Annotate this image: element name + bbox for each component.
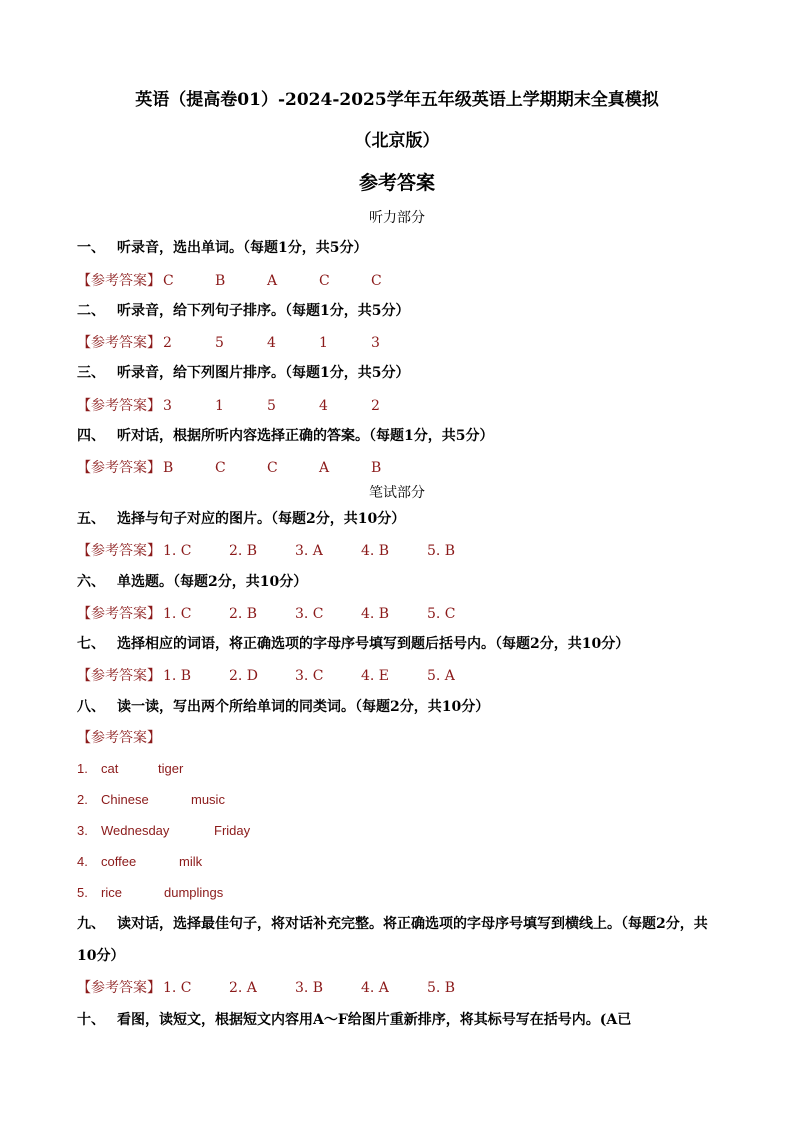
word-a: coffee [101, 854, 137, 869]
answer-value: 4. A [361, 980, 389, 996]
section-text: 听对话，根据所听内容选择正确的答案。（每题1分，共5分） [117, 428, 494, 444]
answer-value: A [319, 460, 330, 476]
answer-value: 2. A [229, 980, 257, 996]
answer-value: 5. B [427, 543, 456, 559]
answer-value: 4 [319, 398, 328, 414]
word-b: dumplings [164, 885, 224, 900]
word-b: milk [179, 854, 203, 869]
section-7-question [77, 633, 629, 653]
answer-value: B [371, 460, 382, 476]
answer-value: 1. C [163, 606, 192, 622]
answer-value: 5 [267, 398, 276, 414]
answer-label: 【参考答案】 [77, 398, 161, 414]
section-9-question [77, 908, 717, 972]
section-number: 三、 [77, 365, 105, 381]
word-a: cat [101, 761, 119, 776]
word-b: music [191, 792, 225, 807]
word-b: tiger [158, 761, 184, 776]
answer-value: 5. C [427, 606, 456, 622]
section-text: 读一读，写出两个所给单词的同类词。（每题2分，共10分） [117, 699, 490, 715]
section-text: 听录音，选出单词。（每题1分，共5分） [117, 240, 368, 256]
answer-label: 【参考答案】 [77, 543, 161, 559]
answer-value: 3 [163, 398, 172, 414]
section-6-question [77, 571, 307, 591]
section-text: 听录音，给下列句子排序。（每题1分，共5分） [117, 303, 410, 319]
section-number: 十、 [77, 1012, 105, 1028]
section-10-question [77, 1009, 631, 1029]
answer-label: 【参考答案】 [77, 668, 161, 684]
word-index: 2. [77, 792, 88, 807]
word-row [77, 823, 250, 838]
document-subtitle: （北京版） [354, 131, 440, 151]
section-text: 选择相应的词语，将正确选项的字母序号填写到题后括号内。（每题2分，共10分） [117, 636, 630, 652]
section-3-answer [77, 395, 423, 415]
section-number: 九、 [77, 916, 105, 932]
answer-label: 【参考答案】 [77, 606, 161, 622]
section-9-answer [77, 977, 493, 997]
section-1-question [77, 237, 367, 257]
word-row [77, 854, 202, 869]
word-a: Wednesday [101, 823, 170, 838]
answer-value: 2 [163, 335, 172, 351]
answer-value: 2. B [229, 606, 258, 622]
section-4-answer [77, 457, 423, 477]
answer-value: 1. B [163, 668, 192, 684]
answer-value: 2. D [229, 668, 259, 684]
answer-value: C [215, 460, 226, 476]
section-number: 五、 [77, 511, 105, 527]
answer-value: C [371, 273, 382, 289]
section-7-answer [77, 665, 493, 685]
section-number: 八、 [77, 699, 105, 715]
word-index: 1. [77, 761, 88, 776]
answer-value: 4. E [361, 668, 390, 684]
section-number: 四、 [77, 428, 105, 444]
answer-value: C [267, 460, 278, 476]
section-text: 看图，读短文，根据短文内容用A～F给图片重新排序，将其标号写在括号内。(A已 [117, 1012, 632, 1028]
answer-label: 【参考答案】 [77, 273, 161, 289]
word-index: 5. [77, 885, 88, 900]
answer-value: 3. B [295, 980, 324, 996]
answer-label: 【参考答案】 [77, 460, 161, 476]
section-6-answer [77, 603, 493, 623]
answer-value: 3. C [295, 668, 324, 684]
part-listening-heading: 听力部分 [369, 210, 425, 226]
answer-label: 【参考答案】 [77, 980, 161, 996]
answer-label: 【参考答案】 [77, 730, 161, 746]
word-index: 3. [77, 823, 88, 838]
answer-value: A [267, 273, 278, 289]
word-row [77, 761, 183, 776]
answer-value: 1. C [163, 980, 192, 996]
answer-value: 5 [215, 335, 224, 351]
answer-value: C [163, 273, 174, 289]
section-2-answer [77, 332, 423, 352]
word-a: rice [101, 885, 122, 900]
section-3-question [77, 362, 409, 382]
section-number: 二、 [77, 303, 105, 319]
answer-value: 1 [215, 398, 224, 414]
word-a: Chinese [101, 792, 149, 807]
section-text: 选择与句子对应的图片。（每题2分，共10分） [117, 511, 406, 527]
section-8-answer-label [77, 727, 161, 747]
word-row [77, 792, 225, 807]
answer-value: B [163, 460, 174, 476]
section-text: 听录音，给下列图片排序。（每题1分，共5分） [117, 365, 410, 381]
answer-value: 2 [371, 398, 380, 414]
section-text: 单选题。（每题2分，共10分） [117, 574, 308, 590]
answer-key-heading: 参考答案 [358, 172, 435, 194]
answer-value: 4. B [361, 606, 390, 622]
answer-value: C [319, 273, 330, 289]
document-title: 英语（提高卷01）-2024-2025学年五年级英语上学期期末全真模拟 [135, 90, 659, 110]
answer-value: 3. C [295, 606, 324, 622]
section-1-answer [77, 270, 423, 290]
word-index: 4. [77, 854, 88, 869]
section-text: 读对话，选择最佳句子，将对话补充完整。将正确选项的字母序号填写到横线上。（每题2分，共10分） [77, 916, 708, 964]
section-5-answer [77, 540, 493, 560]
answer-value: 4. B [361, 543, 390, 559]
answer-value: 3 [371, 335, 380, 351]
section-5-question [77, 508, 405, 528]
answer-value: 2. B [229, 543, 258, 559]
section-2-question [77, 300, 409, 320]
answer-value: 1 [319, 335, 328, 351]
section-4-question [77, 425, 493, 445]
answer-value: B [215, 273, 226, 289]
answer-value: 4 [267, 335, 276, 351]
word-row [77, 885, 223, 900]
section-number: 七、 [77, 636, 105, 652]
part-writing-heading: 笔试部分 [369, 485, 425, 501]
section-8-question [77, 696, 489, 716]
answer-value: 5. B [427, 980, 456, 996]
section-number: 六、 [77, 574, 105, 590]
answer-value: 1. C [163, 543, 192, 559]
answer-value: 5. A [427, 668, 455, 684]
section-number: 一、 [77, 240, 105, 256]
word-b: Friday [214, 823, 251, 838]
answer-label: 【参考答案】 [77, 335, 161, 351]
answer-value: 3. A [295, 543, 323, 559]
